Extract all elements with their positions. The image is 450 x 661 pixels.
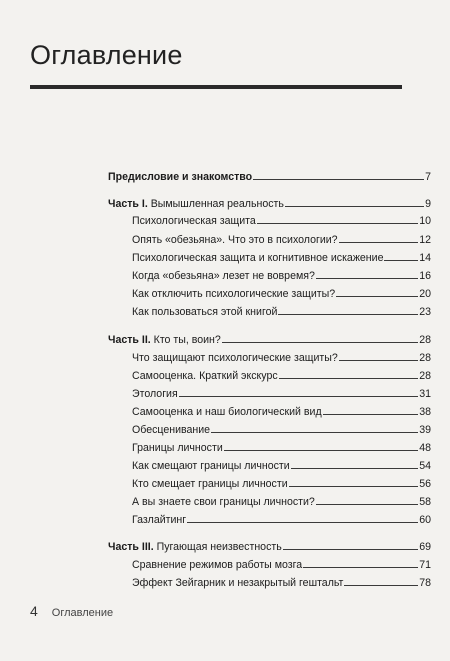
toc-entry-text: Психологическая защита [132,215,256,227]
toc-page-number: 20 [419,288,431,300]
toc-leader-line [283,549,418,550]
toc-page-number: 16 [419,270,431,282]
toc-entry [132,370,431,383]
toc-part-number: Часть I. [108,198,148,210]
toc-entry-text: Предисловие и знакомство [108,171,253,183]
toc-leader-line [187,522,418,523]
toc-leader-line [285,206,424,207]
toc-entry-text: А вы знаете свои границы личности? [132,496,315,508]
toc-entry-text: Этология [132,388,178,400]
toc-entry [132,352,431,365]
toc-entry [132,496,431,509]
toc-entry-text: Обесценивание [132,424,211,436]
toc-entry-text: Как смещают границы личности [132,460,290,472]
toc-leader-line [303,567,418,568]
toc-leader-line [291,468,419,469]
toc-page-number: 7 [425,171,431,183]
toc-entry-title [132,577,343,590]
toc-part-title: Кто ты, воин? [150,334,221,346]
toc-entry-title [132,406,322,419]
toc-entry [132,270,431,283]
toc-leader-line [336,296,418,297]
toc-entry-text: Кто смещает границы личности [132,478,288,490]
toc-entry-title [132,215,256,228]
toc-leader-line [289,486,419,487]
toc-leader-line [278,314,418,315]
page-title: Оглавление [30,40,183,70]
toc-leader-line [339,360,418,361]
toc-entry-text: Что защищают психологические защиты? [132,352,338,364]
toc-page-number: 56 [419,478,431,490]
toc-entry-title [132,442,223,455]
toc-page-number: 31 [419,388,431,400]
toc-entry-title [132,496,315,509]
toc-entry-title [108,171,252,184]
title-underline [30,85,402,89]
toc-entry-title [132,559,302,572]
toc-page-number: 39 [419,424,431,436]
toc-entry-title [132,460,290,473]
toc-leader-line [384,260,418,261]
toc-entry [132,478,431,491]
toc-page-number: 28 [419,370,431,382]
toc-part-number: Часть III. [108,541,154,553]
toc-entry [132,388,431,401]
toc-entry-text: Психологическая защита и когнитивное искажение [132,252,384,264]
toc-entry-text: Как пользоваться этой книгой [132,306,278,318]
toc-entry-text: Самооценка и наш биологический вид [132,406,322,418]
toc-entry-text: Самооценка. Краткий экскурс [132,370,278,382]
toc-entry-title [132,514,186,527]
toc-leader-line [344,585,418,586]
toc-entry [132,215,431,228]
toc-entry [132,442,431,455]
toc-page-number: 10 [419,215,431,227]
toc-entry [108,198,431,211]
toc-entry-title [132,252,383,265]
toc-entry-text: Опять «обезьяна». Что это в психологии? [132,234,338,246]
toc-entry-title [132,270,315,283]
page-number: 4 [30,603,38,619]
toc-entry [132,559,431,572]
toc-leader-line [211,432,418,433]
toc-entry [132,424,431,437]
toc-leader-line [316,504,418,505]
toc-leader-line [339,242,419,243]
toc-entry-text: Газлайтинг [132,514,187,526]
toc-leader-line [323,414,419,415]
toc-entry-title [132,388,178,401]
toc-page-number: 69 [419,541,431,553]
toc-entry-title [108,334,221,347]
toc-entry-title [132,352,338,365]
toc-entry [132,306,431,319]
toc-page-number: 71 [419,559,431,571]
toc-entry-text: Границы личности [132,442,223,454]
toc-entry [132,514,431,527]
toc-entry-title [108,541,282,554]
toc-entry [132,252,431,265]
toc-leader-line [179,396,418,397]
toc-part-number: Часть II. [108,334,151,346]
toc-entry [132,577,431,590]
toc-leader-line [279,378,419,379]
page-footer [30,603,113,619]
toc-page-number: 12 [419,234,431,246]
toc-entry [108,171,431,184]
toc-entry [132,460,431,473]
toc-entry-title [108,198,284,211]
toc-entry [108,541,431,554]
toc-entry [132,288,431,301]
toc-entry-title [132,234,338,247]
toc-entry-title [132,370,278,383]
toc-entry-title [132,478,288,491]
toc-page-number: 28 [419,352,431,364]
toc-leader-line [224,450,418,451]
toc-entry-text: Как отключить психологические защиты? [132,288,336,300]
toc-entry-text: Сравнение режимов работы мозга [132,559,303,571]
toc-page-number: 9 [425,198,431,210]
toc-leader-line [222,342,418,343]
toc-page-number: 23 [419,306,431,318]
toc-page-number: 58 [419,496,431,508]
toc-entry [132,406,431,419]
toc-entry-text: Когда «обезьяна» лезет не вовремя? [132,270,315,282]
toc-leader-line [316,278,418,279]
toc-page-number: 14 [419,252,431,264]
toc-entry-title [132,288,335,301]
toc-page-number: 78 [419,577,431,589]
toc-part-title: Пугающая неизвестность [153,541,282,553]
toc-entry-title [132,306,277,319]
running-footer-label: Оглавление [51,607,114,619]
toc-part-title: Вымышленная реальность [147,198,284,210]
toc-page-number: 38 [419,406,431,418]
toc-entry [132,234,431,247]
toc-entry-text: Эффект Зейгарник и незакрытый гештальт [132,577,344,589]
toc-page-number: 28 [419,334,431,346]
toc-page-number: 60 [419,514,431,526]
toc-entry-title [132,424,210,437]
toc-leader-line [257,223,418,224]
toc-leader-line [253,179,424,180]
toc-page-number: 48 [419,442,431,454]
toc-entry [108,334,431,347]
toc-page-number: 54 [419,460,431,472]
